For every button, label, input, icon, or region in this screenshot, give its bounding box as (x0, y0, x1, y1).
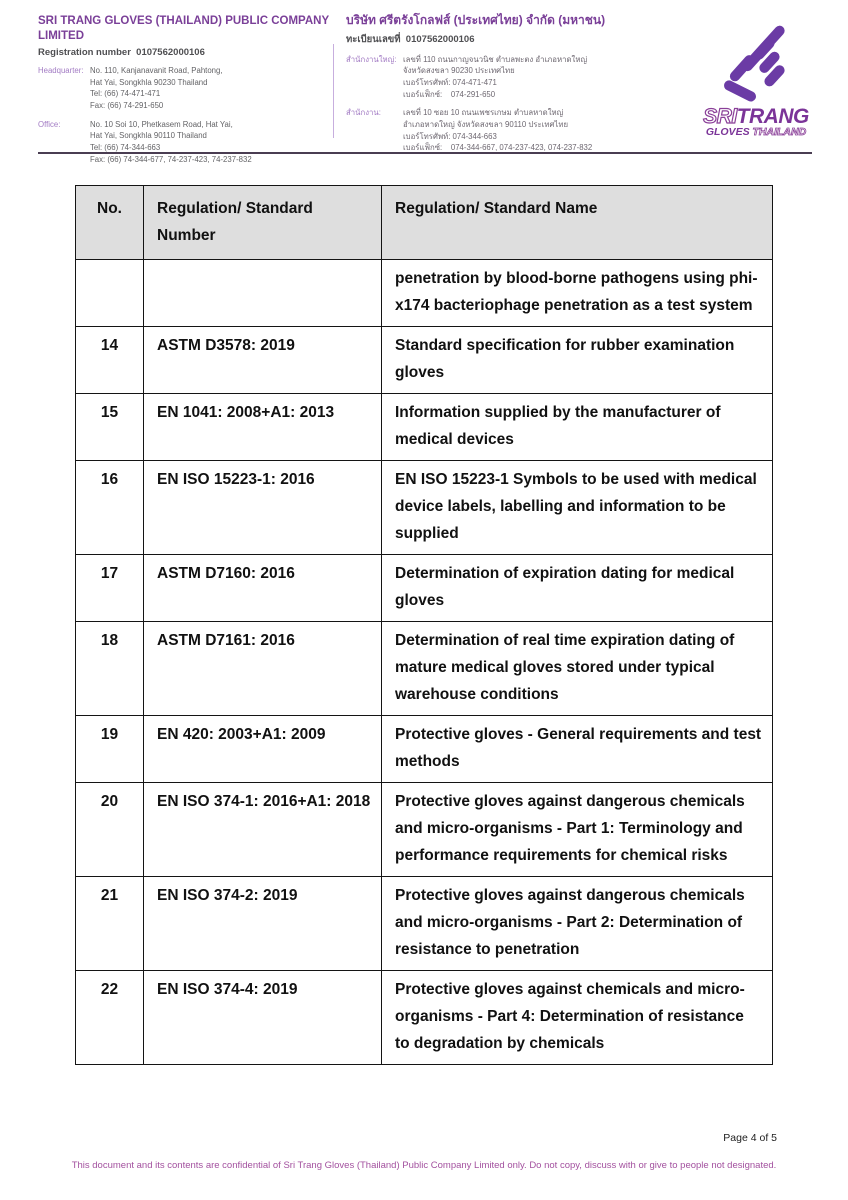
cell-standard-name: Determination of real time expiration dating of mature medical gloves stored under typical warehouse conditions (382, 621, 773, 715)
confidentiality-notice: This document and its contents are confidential of Sri Trang Gloves (Thailand) Public Company Limited only. Do not copy, discuss with or give to people not designated. (71, 1160, 777, 1171)
cell-standard-number: ASTM D7161: 2016 (144, 621, 382, 715)
office-address-lines (90, 119, 332, 166)
office-address-english (38, 119, 332, 166)
headquarter-label: Headquarter: (38, 65, 84, 75)
company-header-thai (346, 13, 670, 154)
cell-standard-number: EN ISO 374-1: 2016+A1: 2018 (144, 782, 382, 876)
cell-standard-number: EN 420: 2003+A1: 2009 (144, 715, 382, 782)
address-line: Fax: (66) 74-291-650 (90, 100, 164, 110)
table-row (76, 327, 773, 394)
address-line: อำเภอหาดใหญ่ จังหวัดสงขลา 90110 ประเทศไทย (403, 120, 569, 130)
table-row (76, 394, 773, 461)
company-header-english (38, 14, 332, 165)
cell-standard-name: Standard specification for rubber examination gloves (382, 327, 773, 394)
registration-number-english: Registration number 0107562000106 (38, 46, 205, 58)
cell-no: 21 (76, 876, 144, 970)
cell-standard-name: Determination of expiration dating for medical gloves (382, 555, 773, 622)
cell-standard-name: EN ISO 15223-1 Symbols to be used with medical device labels, labelling and information to be supplied (382, 461, 773, 555)
column-header-name: Regulation/ Standard Name (382, 186, 773, 260)
table-row (76, 782, 773, 876)
logo-word-outline: SRI (703, 105, 737, 128)
company-name-thai: บริษัท ศรีตรังโกลฟส์ (ประเทศไทย) จำกัด (มหาชน) (346, 13, 606, 27)
address-line: เบอร์แฟ็กซ์: 074-344-667, 074-237-423, 074-237-832 (403, 143, 593, 153)
cell-no: 20 (76, 782, 144, 876)
logo-subtitle (690, 127, 822, 139)
headquarter-address-lines-thai (403, 54, 670, 101)
cell-standard-number: ASTM D7160: 2016 (144, 555, 382, 622)
standards-table-body (76, 260, 773, 1064)
address-line: เบอร์โทรศัพท์: 074-344-663 (403, 131, 497, 141)
header-row (76, 186, 773, 260)
table-row (76, 876, 773, 970)
cell-standard-name: penetration by blood-borne pathogens using phi-x174 bacteriophage penetration as a test system (382, 260, 773, 327)
address-line: Tel: (66) 74-471-471 (90, 89, 161, 99)
address-line: No. 110, Kanjanavanit Road, Pahtong, (90, 65, 223, 75)
headquarter-label-thai: สำนักงานใหญ่: (346, 54, 397, 64)
cell-no: 18 (76, 621, 144, 715)
standards-table-header (76, 186, 773, 260)
address-line: Tel: (66) 74-344-663 (90, 143, 161, 152)
cell-standard-name: Protective gloves against chemicals and micro-organisms - Part 4: Determination of resistance to degradation by chemicals (382, 970, 773, 1064)
table-row (76, 555, 773, 622)
office-address-thai (346, 107, 670, 154)
header-vertical-divider (333, 44, 334, 138)
address-line: เลขที่ 10 ซอย 10 ถนนเพชรเกษม ตำบลหาดใหญ่ (403, 108, 564, 118)
cell-no (76, 260, 144, 327)
sritrang-logo (690, 24, 822, 139)
cell-standard-number: EN 1041: 2008+A1: 2013 (144, 394, 382, 461)
column-header-no: No. (76, 186, 144, 260)
cell-standard-name: Information supplied by the manufacturer of medical devices (382, 394, 773, 461)
cell-standard-name: Protective gloves against dangerous chemicals and micro-organisms - Part 2: Determination of resistance to penetration (382, 876, 773, 970)
headquarter-address-thai (346, 54, 670, 101)
glove-leaf-icon (704, 24, 808, 104)
address-line: เบอร์แฟ็กซ์: 074-291-650 (403, 89, 496, 99)
company-name-english: SRI TRANG GLOVES (THAILAND) PUBLIC COMPANY LIMITED (38, 15, 329, 42)
cell-no: 19 (76, 715, 144, 782)
logo-word-solid: TRANG (736, 105, 809, 128)
table-row (76, 970, 773, 1064)
table-row (76, 715, 773, 782)
table-row (76, 621, 773, 715)
cell-standard-name: Protective gloves - General requirements and test methods (382, 715, 773, 782)
logo-sub-solid: GLOVES (705, 126, 750, 138)
cell-no: 22 (76, 970, 144, 1064)
cell-no: 17 (76, 555, 144, 622)
logo-sub-outline: THAILAND (752, 126, 807, 138)
address-line: จังหวัดสงขลา 90230 ประเทศไทย (403, 66, 515, 76)
address-line: เบอร์โทรศัพท์: 074-471-471 (403, 77, 497, 87)
cell-standard-number: EN ISO 15223-1: 2016 (144, 461, 382, 555)
cell-standard-number (144, 260, 382, 327)
address-line: เลขที่ 110 ถนนกาญจนวนิช ตำบลพะตง อำเภอหาดใหญ่ (403, 54, 588, 64)
address-line: No. 10 Soi 10, Phetkasem Road, Hat Yai, (90, 119, 233, 129)
table-row (76, 260, 773, 327)
column-header-number: Regulation/ Standard Number (144, 186, 382, 260)
cell-no: 14 (76, 327, 144, 394)
headquarter-address-lines (90, 65, 332, 112)
address-line: Hat Yai, Songkhla 90110 Thailand (90, 131, 207, 141)
cell-standard-number: EN ISO 374-4: 2019 (144, 970, 382, 1064)
table-row (76, 461, 773, 555)
cell-no: 15 (76, 394, 144, 461)
office-label-thai: สำนักงาน: (346, 108, 381, 118)
office-label: Office: (38, 119, 61, 129)
header-horizontal-rule (38, 152, 812, 154)
address-line: Hat Yai, Songkhla 90230 Thailand (90, 77, 208, 87)
standards-table (75, 185, 773, 1065)
cell-standard-name: Protective gloves against dangerous chemicals and micro-organisms - Part 1: Terminology and performance requirements for chemical risks (382, 782, 773, 876)
logo-wordmark (690, 106, 822, 127)
cell-no: 16 (76, 461, 144, 555)
page-number: Page 4 of 5 (723, 1132, 777, 1144)
office-address-lines-thai (403, 107, 670, 154)
cell-standard-number: ASTM D3578: 2019 (144, 327, 382, 394)
address-line: Fax: (66) 74-344-677, 74-237-423, 74-237-832 (90, 154, 252, 164)
registration-number-thai: ทะเบียนเลขที่ 0107562000106 (346, 33, 475, 45)
cell-standard-number: EN ISO 374-2: 2019 (144, 876, 382, 970)
headquarter-address-english (38, 65, 332, 112)
